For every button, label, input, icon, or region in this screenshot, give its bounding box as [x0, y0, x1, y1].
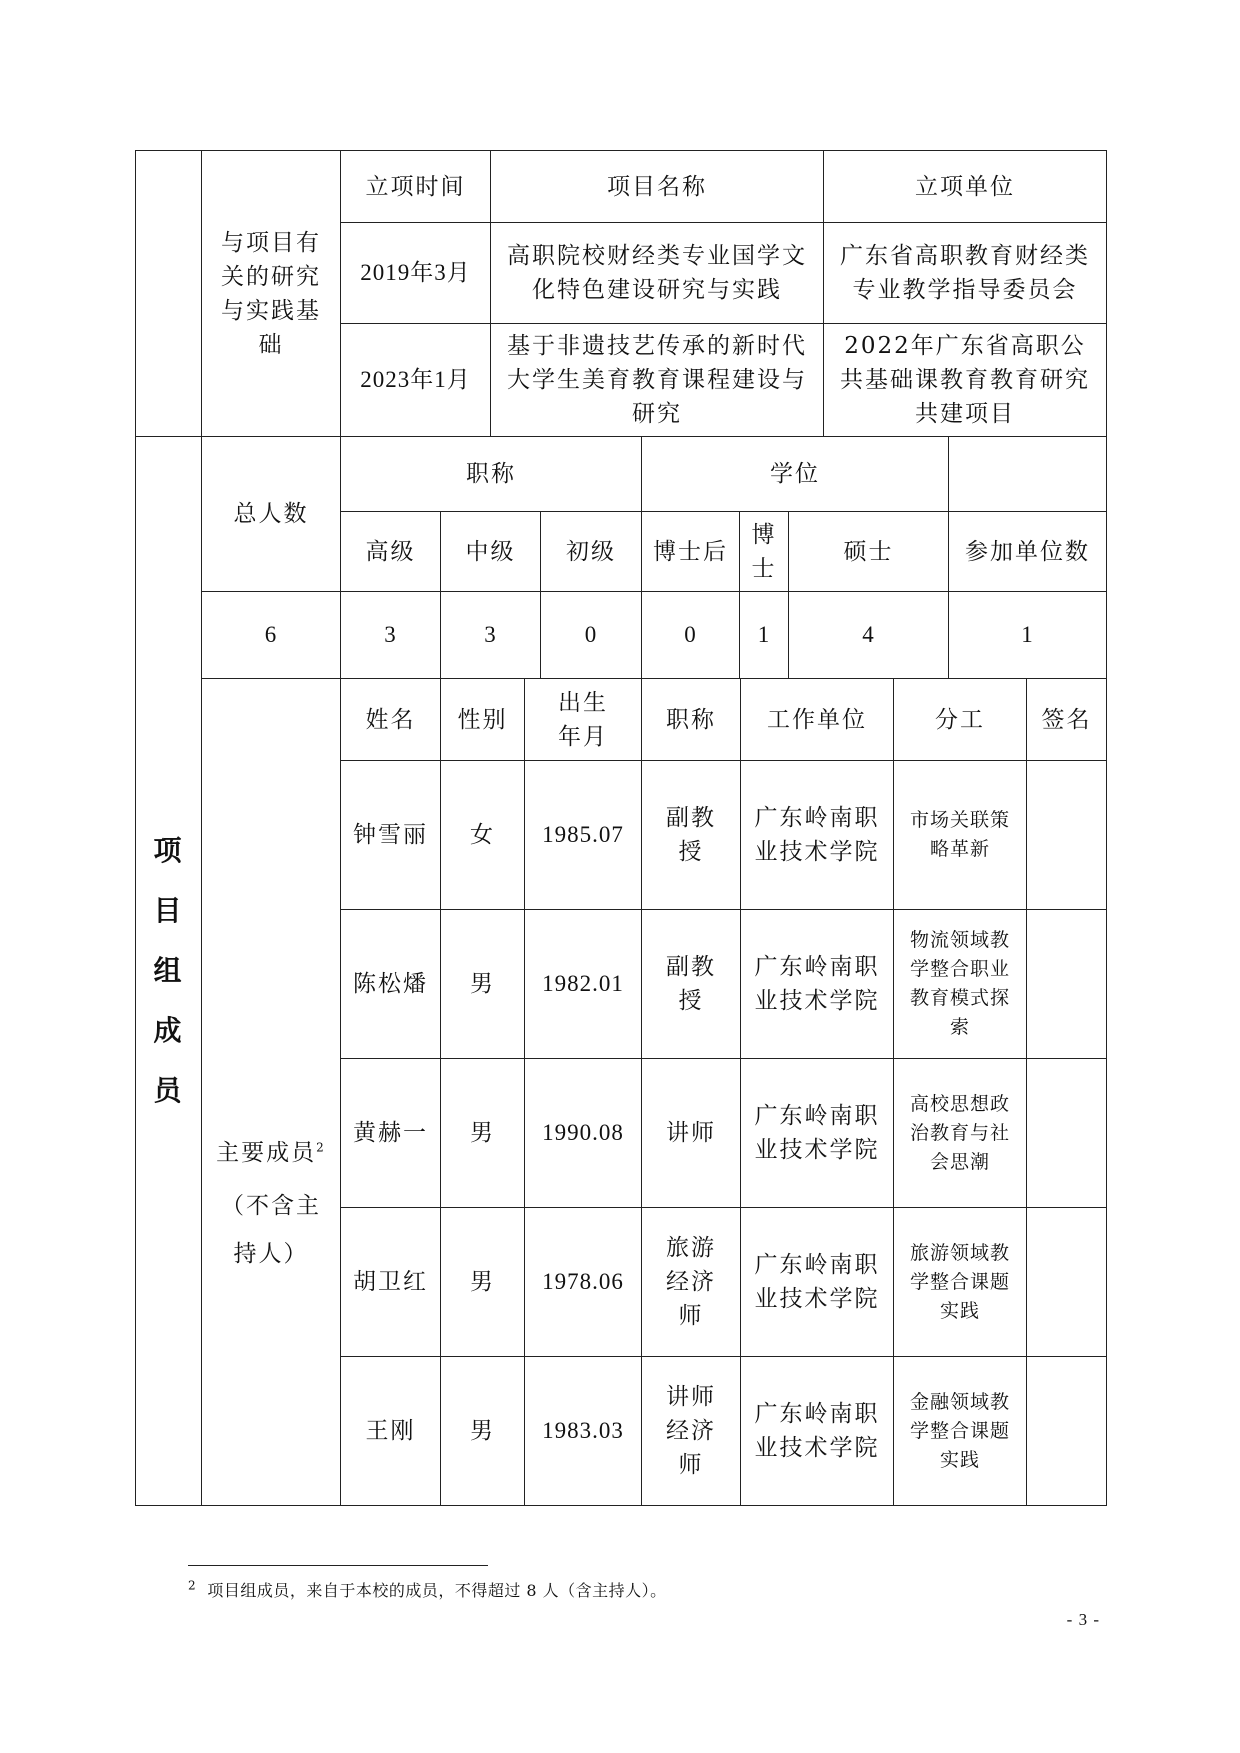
member-birth-text: 1978.06 [542, 1269, 624, 1294]
count-middle-text: 3 [484, 622, 497, 647]
research-row-1-name-text: 高职院校财经类专业国学文化特色建设研究与实践 [507, 243, 807, 303]
col-junior-text: 初级 [566, 538, 616, 565]
member-1-name [340, 760, 441, 910]
member-3-role [893, 1058, 1027, 1208]
count-postdoc-text: 0 [684, 622, 697, 647]
member-birth-text: 1990.08 [542, 1120, 624, 1145]
footnote-text: 项目组成员，来自于本校的成员，不得超过 8 人（含主持人）。 [207, 1581, 667, 1600]
member-title-text: 副教授 [666, 954, 716, 1014]
header-project-name [490, 150, 824, 223]
col-units [948, 511, 1107, 592]
member-gender-text: 女 [470, 822, 495, 848]
member-gender-text: 男 [470, 1120, 495, 1146]
count-total [201, 591, 341, 679]
member-2-title [641, 909, 741, 1059]
member-1-role [893, 760, 1027, 910]
research-row-1-unit [823, 222, 1107, 324]
team-section-char: 员 [153, 1074, 184, 1107]
member-role-text: 高校思想政治教育与社会思潮 [909, 1092, 1010, 1173]
col-junior [540, 511, 642, 592]
member-org-text: 广东岭南职业技术学院 [754, 1103, 880, 1163]
member-header-gender-text: 性别 [457, 706, 508, 733]
col-postdoc-text: 博士后 [653, 538, 728, 565]
count-units-text: 1 [1021, 622, 1034, 647]
col-postdoc [641, 511, 740, 592]
member-header-title-text: 职称 [666, 706, 716, 733]
research-label-text: 与项目有关的研究与实践基础 [221, 229, 321, 358]
member-3-sign [1026, 1058, 1107, 1208]
units-top-blank [948, 436, 1107, 512]
member-header-role-text: 分工 [935, 706, 985, 733]
member-header-birth-text: 出生年月 [558, 689, 608, 750]
member-1-org [740, 760, 894, 910]
footnote-mark: 2 [188, 1578, 197, 1593]
members-footnote-mark: 2 [316, 1140, 326, 1155]
col-phd-text: 博士 [751, 521, 777, 582]
members-label-text: 主要成员 [216, 1140, 317, 1166]
member-title-text: 副教授 [666, 805, 716, 865]
header-unit-text: 立项单位 [915, 173, 1015, 200]
research-label [201, 150, 341, 437]
member-birth-text: 1982.01 [542, 971, 624, 996]
members-label-main [216, 1136, 326, 1170]
member-3-title [641, 1058, 741, 1208]
research-row-2-name [490, 323, 824, 437]
member-5-org [740, 1356, 894, 1506]
member-header-name-text: 姓名 [365, 706, 416, 733]
member-4-title [641, 1207, 741, 1357]
team-section-label [135, 436, 202, 1506]
col-senior [340, 511, 441, 592]
member-org-text: 广东岭南职业技术学院 [754, 805, 880, 865]
member-4-gender [440, 1207, 525, 1357]
count-units [948, 591, 1107, 679]
member-1-sign [1026, 760, 1107, 910]
member-header-birth [524, 678, 642, 761]
member-2-birth [524, 909, 642, 1059]
col-senior-text: 高级 [365, 538, 416, 565]
member-2-name [340, 909, 441, 1059]
member-4-name [340, 1207, 441, 1357]
research-row-1-time-text: 2019年3月 [360, 260, 471, 285]
research-left-blank [135, 150, 202, 437]
member-3-name [340, 1058, 441, 1208]
member-header-title [641, 678, 741, 761]
count-senior [340, 591, 441, 679]
member-5-birth [524, 1356, 642, 1506]
col-phd [739, 511, 789, 592]
members-label-note: （不含主持人） [221, 1193, 321, 1267]
member-5-role [893, 1356, 1027, 1506]
col-master-text: 硕士 [843, 538, 894, 565]
count-total-text: 6 [264, 622, 278, 647]
col-master [788, 511, 949, 592]
member-role-text: 市场关联策略革新 [909, 809, 1010, 860]
member-role-text: 旅游领域教学整合课题实践 [909, 1241, 1010, 1322]
research-row-2-unit [823, 323, 1107, 437]
member-3-org [740, 1058, 894, 1208]
header-time [340, 150, 491, 223]
member-role-text: 金融领域教学整合课题实践 [909, 1390, 1010, 1471]
member-name-text: 陈松燔 [353, 971, 428, 997]
title-group-header-text: 职称 [466, 461, 516, 487]
member-4-sign [1026, 1207, 1107, 1357]
header-unit [823, 150, 1107, 223]
team-section-char: 项 [153, 834, 184, 867]
member-header-org-text: 工作单位 [767, 706, 867, 733]
research-row-2-unit-text: 2022年广东省高职公共基础课教育教育研究共建项目 [840, 333, 1090, 427]
member-name-text: 钟雪丽 [353, 822, 428, 848]
member-name-text: 王刚 [365, 1418, 416, 1444]
member-1-birth [524, 760, 642, 910]
member-role-text: 物流领域教学整合职业教育模式探索 [909, 929, 1010, 1038]
member-header-sign-text: 签名 [1041, 706, 1092, 733]
member-2-role [893, 909, 1027, 1059]
footnote [188, 1578, 1088, 1606]
research-row-2-name-text: 基于非遗技艺传承的新时代大学生美育教育课程建设与研究 [507, 333, 807, 427]
research-row-1-unit-text: 广东省高职教育财经类专业教学指导委员会 [840, 243, 1090, 303]
header-time-text: 立项时间 [365, 173, 466, 200]
member-2-org [740, 909, 894, 1059]
count-junior [540, 591, 642, 679]
member-4-org [740, 1207, 894, 1357]
member-gender-text: 男 [470, 1269, 495, 1295]
degree-group-header-text: 学位 [770, 461, 820, 487]
total-label [201, 436, 341, 592]
members-label [201, 678, 341, 1506]
member-3-birth [524, 1058, 642, 1208]
member-header-org [740, 678, 894, 761]
team-section-char: 目 [153, 894, 184, 927]
total-label-text: 总人数 [233, 501, 309, 527]
col-middle-text: 中级 [465, 538, 516, 565]
member-3-gender [440, 1058, 525, 1208]
member-org-text: 广东岭南职业技术学院 [754, 954, 880, 1014]
research-row-2-time [340, 323, 491, 437]
member-gender-text: 男 [470, 971, 495, 997]
count-middle [440, 591, 541, 679]
member-header-role [893, 678, 1027, 761]
col-units-text: 参加单位数 [965, 538, 1090, 565]
member-org-text: 广东岭南职业技术学院 [754, 1252, 880, 1312]
team-section-char: 成 [153, 1014, 184, 1047]
page-number: - 3 - [1066, 1610, 1100, 1629]
team-section-char: 组 [153, 954, 184, 987]
member-name-text: 黄赫一 [353, 1120, 428, 1146]
footnote-divider [188, 1565, 488, 1566]
member-1-title [641, 760, 741, 910]
member-header-sign [1026, 678, 1107, 761]
member-title-text: 讲师经济师 [666, 1384, 716, 1478]
member-2-gender [440, 909, 525, 1059]
member-title-text: 旅游经济师 [666, 1235, 716, 1329]
header-project-name-text: 项目名称 [607, 173, 707, 200]
research-row-1-name [490, 222, 824, 324]
count-master-text: 4 [862, 622, 875, 647]
count-postdoc [641, 591, 740, 679]
count-phd-text: 1 [757, 622, 771, 647]
member-5-name [340, 1356, 441, 1506]
member-5-title [641, 1356, 741, 1506]
col-middle [440, 511, 541, 592]
research-row-2-time-text: 2023年1月 [360, 367, 471, 392]
title-group-header [340, 436, 642, 512]
member-org-text: 广东岭南职业技术学院 [754, 1401, 880, 1461]
member-2-sign [1026, 909, 1107, 1059]
member-4-birth [524, 1207, 642, 1357]
member-title-text: 讲师 [666, 1120, 716, 1146]
member-birth-text: 1983.03 [542, 1418, 624, 1443]
count-phd [739, 591, 789, 679]
count-senior-text: 3 [384, 622, 397, 647]
member-birth-text: 1985.07 [542, 822, 624, 847]
research-row-1-time [340, 222, 491, 324]
member-header-name [340, 678, 441, 761]
degree-group-header [641, 436, 949, 512]
count-master [788, 591, 949, 679]
member-5-gender [440, 1356, 525, 1506]
member-4-role [893, 1207, 1027, 1357]
member-1-gender [440, 760, 525, 910]
count-junior-text: 0 [584, 622, 598, 647]
member-5-sign [1026, 1356, 1107, 1506]
member-name-text: 胡卫红 [353, 1269, 428, 1295]
member-gender-text: 男 [470, 1418, 495, 1444]
member-header-gender [440, 678, 525, 761]
